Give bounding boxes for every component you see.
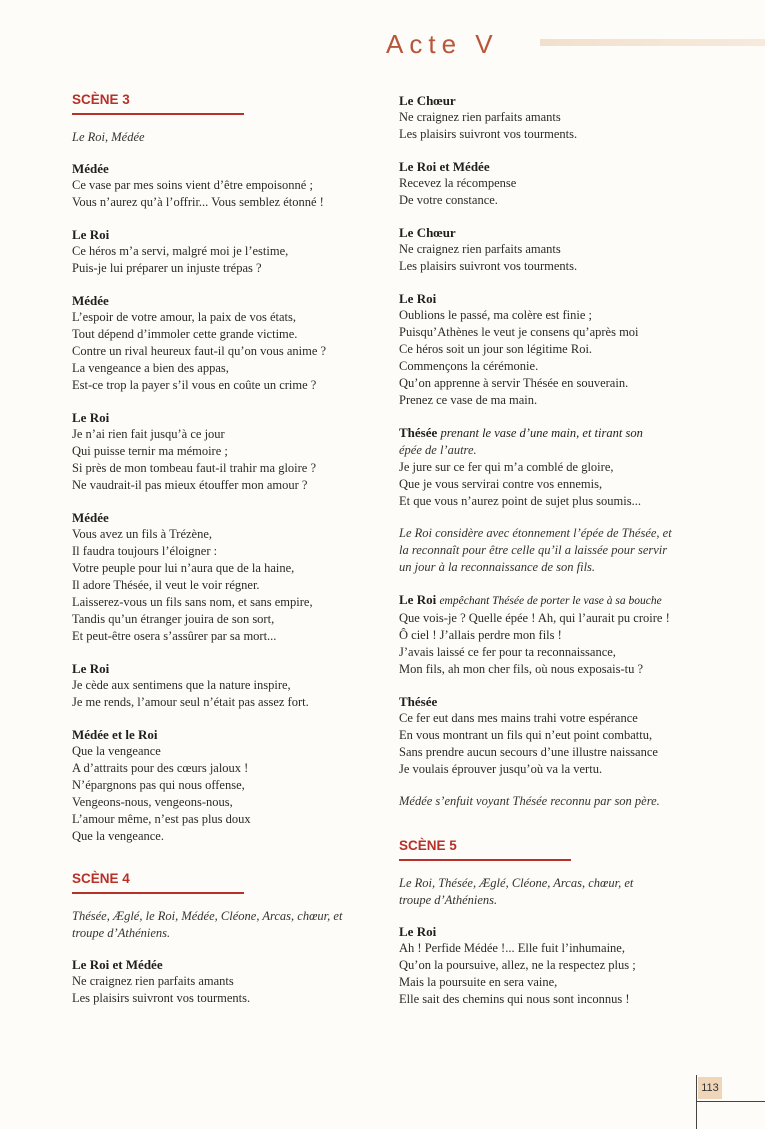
verse-line: Puisqu’Athènes le veut je consens qu’après moi bbox=[399, 325, 639, 339]
verse-line: Il adore Thésée, il veut le voir régner. bbox=[72, 578, 260, 592]
verse-line: Tandis qu’un étranger jouira de son sort, bbox=[72, 612, 275, 626]
verse-line: J’avais laissé ce fer pour ta reconnaissance, bbox=[399, 645, 616, 659]
scene-title-rule bbox=[399, 859, 571, 861]
verse-line: Mon fils, ah mon cher fils, où nous exposais-tu ? bbox=[399, 662, 644, 676]
speech-block bbox=[399, 224, 684, 275]
verse-line: Mais la poursuite en sera vaine, bbox=[399, 975, 558, 989]
verse-line: Et peut-être osera s’assûrer par sa mort... bbox=[72, 629, 277, 643]
speaker-name: Thésée bbox=[399, 425, 438, 440]
speech-block bbox=[72, 726, 372, 845]
speaker-name: Le Roi bbox=[72, 410, 110, 425]
stage-direction: Médée s’enfuit voyant Thésée reconnu par son père. bbox=[399, 794, 660, 808]
scene-title: SCÈNE 4 bbox=[72, 871, 130, 886]
verse-line: Ce vase par mes soins vient d’être empoisonné ; bbox=[72, 178, 313, 192]
speaker-name: Le Roi bbox=[72, 661, 110, 676]
verse-line: Laisserez-vous un fils sans nom, et sans empire, bbox=[72, 595, 313, 609]
verse-line: Commençons la cérémonie. bbox=[399, 359, 539, 373]
cast-list: Thésée, Æglé, le Roi, Médée, Cléone, Arcas, chœur, et troupe d’Athéniens. bbox=[72, 909, 343, 940]
cast-list bbox=[399, 875, 684, 909]
speaker-name: Médée bbox=[72, 293, 109, 308]
speaker-name: Médée bbox=[72, 510, 109, 525]
verse-line: Puis-je lui préparer un injuste trépas ? bbox=[72, 261, 262, 275]
verse-line: Que la vengeance. bbox=[72, 829, 164, 843]
verse-line: Ne craignez rien parfaits amants bbox=[399, 110, 561, 124]
speaker-name: Thésée bbox=[399, 694, 438, 709]
verse-line: Je n’ai rien fait jusqu’à ce jour bbox=[72, 427, 225, 441]
verse-line: Je me rends, l’amour seul n’était pas assez fort. bbox=[72, 695, 309, 709]
speaker-with-direction bbox=[399, 591, 684, 610]
page-number-rule-vertical bbox=[696, 1075, 697, 1129]
scene-block bbox=[72, 92, 372, 845]
speaker-name: Le Roi bbox=[399, 924, 437, 939]
verse-line: Je jure sur ce fer qui m’a comblé de gloire, bbox=[399, 460, 614, 474]
verse-line: Prenez ce vase de ma main. bbox=[399, 393, 538, 407]
speech-block bbox=[72, 226, 372, 277]
verse-line: Les plaisirs suivront vos tourments. bbox=[399, 127, 578, 141]
speaker-name: Le Roi bbox=[72, 227, 110, 242]
speaker-name: Le Roi bbox=[399, 291, 437, 306]
verse-line: Vous n’aurez qu’à l’offrir... Vous semblez étonné ! bbox=[72, 195, 324, 209]
verse-line: Les plaisirs suivront vos tourments. bbox=[399, 259, 578, 273]
verse-line: Vous avez un fils à Trézène, bbox=[72, 527, 213, 541]
stage-direction-line: Le Roi considère avec étonnement l’épée de Thésée, et bbox=[399, 526, 672, 540]
verse-line: Recevez la récompense bbox=[399, 176, 517, 190]
speech-block bbox=[72, 292, 372, 394]
cast-line: Le Roi, Thésée, Æglé, Cléone, Arcas, chœur, et bbox=[399, 876, 634, 890]
act-title-rule bbox=[540, 39, 765, 46]
speaker-name: Le Chœur bbox=[399, 225, 456, 240]
verse-line: Je cède aux sentimens que la nature inspire, bbox=[72, 678, 291, 692]
verse-line: Que je vous servirai contre vos ennemis, bbox=[399, 477, 603, 491]
verse-line: A d’attraits pour des cœurs jaloux ! bbox=[72, 761, 249, 775]
speech-block bbox=[399, 424, 684, 510]
verse-line: Ah ! Perfide Médée !... Elle fuit l’inhumaine, bbox=[399, 941, 625, 955]
stage-direction-line: un jour à la reconnaissance de son fils. bbox=[399, 560, 596, 574]
verse-line: L’amour même, n’est pas plus doux bbox=[72, 812, 251, 826]
verse-line: Il faudra toujours l’éloigner : bbox=[72, 544, 218, 558]
cast-line: troupe d’Athéniens. bbox=[399, 893, 498, 907]
speech-block bbox=[399, 158, 684, 209]
stage-direction: prenant le vase d’une main, et tirant son bbox=[440, 426, 643, 440]
stage-direction-block bbox=[399, 525, 684, 576]
verse-line: Je voulais éprouver jusqu’où va la vertu. bbox=[399, 762, 603, 776]
verse-line: Et que vous n’aurez point de sujet plus soumis... bbox=[399, 494, 641, 508]
speech-block bbox=[72, 956, 372, 1007]
verse-line: Que la vengeance bbox=[72, 744, 161, 758]
speech-block bbox=[72, 409, 372, 494]
verse-line: Contre un rival heureux faut-il qu’on vous anime ? bbox=[72, 344, 327, 358]
verse-line: Les plaisirs suivront vos tourments. bbox=[72, 991, 251, 1005]
verse-line: Votre peuple pour lui n’aura que de la haine, bbox=[72, 561, 295, 575]
scene-title: SCÈNE 5 bbox=[399, 838, 457, 853]
speech-block bbox=[399, 923, 684, 1008]
speaker-name: Le Roi bbox=[399, 592, 437, 607]
right-column bbox=[399, 92, 684, 1034]
verse-line: Si près de mon tombeau faut-il trahir ma gloire ? bbox=[72, 461, 317, 475]
scene-title-rule bbox=[72, 113, 244, 115]
speaker-name: Le Chœur bbox=[399, 93, 456, 108]
speaker-name: Le Roi et Médée bbox=[399, 159, 490, 174]
verse-line: Ne craignez rien parfaits amants bbox=[399, 242, 561, 256]
verse-line: Ce héros soit un jour son légitime Roi. bbox=[399, 342, 593, 356]
verse-line: Sans prendre aucun secours d’une illustre naissance bbox=[399, 745, 658, 759]
left-column bbox=[72, 92, 372, 1033]
speech-block bbox=[399, 591, 684, 678]
speaker-with-direction bbox=[399, 424, 684, 442]
verse-line: Elle sait des chemins qui nous sont inconnus ! bbox=[399, 992, 630, 1006]
speaker-name: Le Roi et Médée bbox=[72, 957, 163, 972]
verse-line: La vengeance a bien des appas, bbox=[72, 361, 229, 375]
scene-block bbox=[72, 871, 372, 1007]
verse-line: Tout dépend d’immoler cette grande victime. bbox=[72, 327, 298, 341]
speech-block bbox=[72, 660, 372, 711]
cast-list: Le Roi, Médée bbox=[72, 130, 145, 144]
scene-title-rule bbox=[72, 892, 244, 894]
speech-block bbox=[72, 160, 372, 211]
verse-line: Qu’on apprenne à servir Thésée en souverain. bbox=[399, 376, 629, 390]
speech-block bbox=[399, 290, 684, 409]
verse-line: L’espoir de votre amour, la paix de vos états, bbox=[72, 310, 296, 324]
verse-line: Est-ce trop la payer s’il vous en coûte un crime ? bbox=[72, 378, 317, 392]
speaker-name: Médée bbox=[72, 161, 109, 176]
speech-block bbox=[72, 509, 372, 645]
scene-title: SCÈNE 3 bbox=[72, 92, 130, 107]
verse-line: Qui puisse ternir ma mémoire ; bbox=[72, 444, 228, 458]
verse-line: Oublions le passé, ma colère est finie ; bbox=[399, 308, 592, 322]
page-number: 113 bbox=[698, 1077, 722, 1099]
speaker-name: Médée et le Roi bbox=[72, 727, 158, 742]
stage-direction: épée de l’autre. bbox=[399, 443, 477, 457]
verse-line: Vengeons-nous, vengeons-nous, bbox=[72, 795, 233, 809]
speech-block bbox=[399, 693, 684, 778]
scene-block bbox=[399, 838, 684, 1008]
stage-direction: empêchant Thésée de porter le vase à sa bouche bbox=[439, 595, 662, 607]
verse-line: En vous montrant un fils qui n’eut point combattu, bbox=[399, 728, 653, 742]
verse-line: Ce fer eut dans mes mains trahi votre espérance bbox=[399, 711, 638, 725]
verse-line: Ne vaudrait-il pas mieux étouffer mon amour ? bbox=[72, 478, 308, 492]
stage-direction-line: la reconnaît pour être celle qu’il a laissée pour servir bbox=[399, 543, 668, 557]
verse-line: Que vois-je ? Quelle épée ! Ah, qui l’aurait pu croire ! bbox=[399, 611, 670, 625]
act-title: Acte V bbox=[386, 29, 499, 59]
verse-line: Ne craignez rien parfaits amants bbox=[72, 974, 234, 988]
speech-block bbox=[399, 92, 684, 143]
page-number-rule-horizontal bbox=[696, 1101, 765, 1102]
verse-line: N’épargnons pas qui nous offense, bbox=[72, 778, 245, 792]
verse-line: Ô ciel ! J’allais perdre mon fils ! bbox=[399, 628, 562, 642]
verse-line: Qu’on la poursuive, allez, ne la respectez plus ; bbox=[399, 958, 636, 972]
verse-line: Ce héros m’a servi, malgré moi je l’estime, bbox=[72, 244, 289, 258]
verse-line: De votre constance. bbox=[399, 193, 498, 207]
